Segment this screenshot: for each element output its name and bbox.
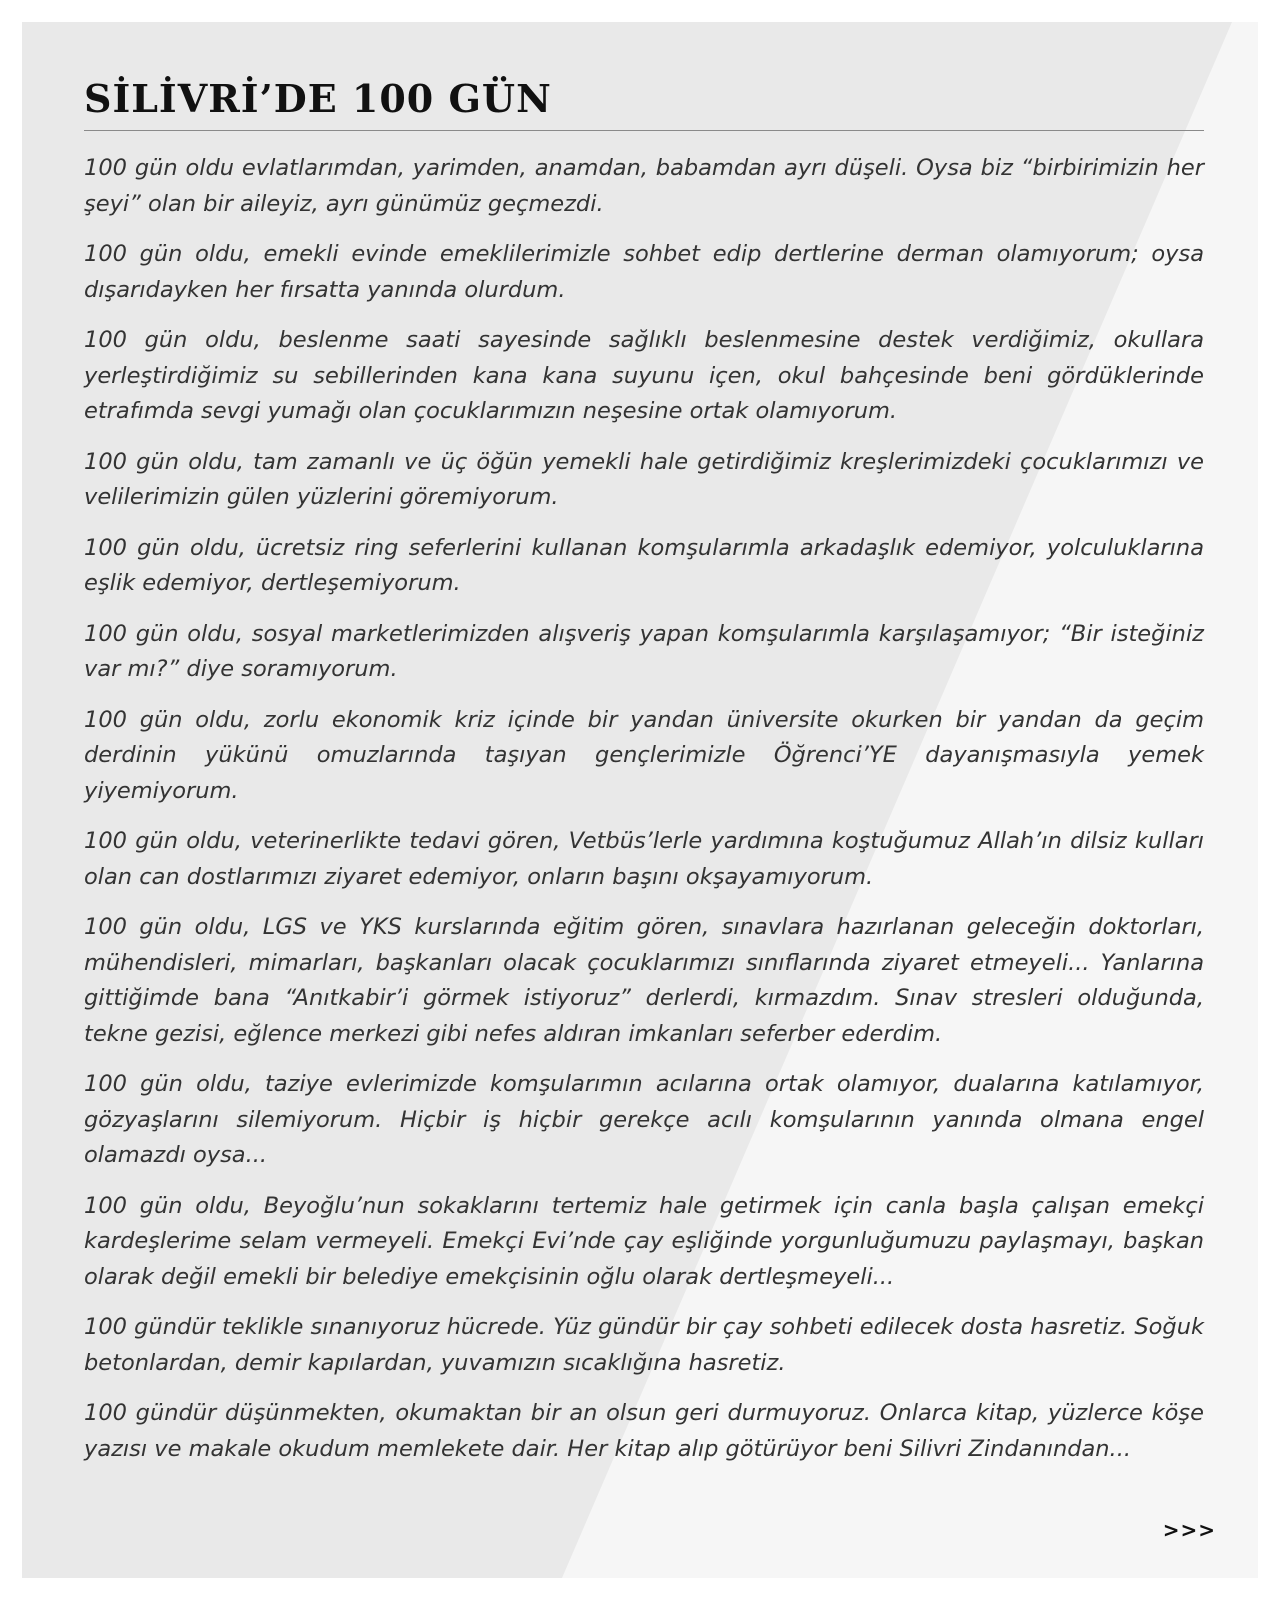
paragraph: 100 gün oldu, sosyal marketlerimizden alışveriş yapan komşularımla karşılaşamıyor; “Bir isteğiniz var mı?” diye soramıyorum. bbox=[84, 620, 1204, 682]
paragraph: 100 gün oldu, ücretsiz ring seferlerini kullanan komşularımla arkadaşlık edemiyor, yolculuklarına eşlik edemiyor, dertleşemiyorum. bbox=[84, 534, 1204, 596]
paragraph: 100 gündür düşünmekten, okumaktan bir an olsun geri durmuyoruz. Onlarca kitap, yüzlerce köşe yazısı ve makale okudum memlekete dair. Her kitap alıp götürüyor beni Silivri Zindanından... bbox=[84, 1400, 1204, 1462]
paragraph: 100 gün oldu, tam zamanlı ve üç öğün yemekli hale getirdiğimiz kreşlerimizdeki çocuklarımızı ve velilerimizin gülen yüzlerini göremiyorum. bbox=[84, 448, 1204, 510]
paragraph: 100 gündür teklikle sınanıyoruz hücrede. Yüz gündür bir çay sohbeti edilecek dosta hasretiz. Soğuk betonlardan, demir kapılardan, yuvamızın sıcaklığına hasretiz. bbox=[84, 1314, 1204, 1376]
letter-content bbox=[84, 74, 1204, 1482]
paragraph: 100 gün oldu, LGS ve YKS kurslarında eğitim gören, sınavlara hazırlanan geleceğin doktorları, mühendisleri, mimarları, başkanları olacak çocuklarımızı sınıflarında ziyaret etmeyeli... Yanlarına gittiğimde bana “Anıtkabir’i görmek istiyoruz” derlerdi, kırmazdım. Sınav stresleri olduğunda, tekne gezisi, eğlence merkezi gibi nefes aldıran imkanları seferber ederdim. bbox=[84, 914, 1204, 1047]
page-title: SİLİVRİ’DE 100 GÜN bbox=[84, 76, 552, 121]
title-divider bbox=[84, 130, 1204, 131]
paragraph: 100 gün oldu, beslenme saati sayesinde sağlıklı beslenmesine destek verdiğimiz, okullara yerleştirdiğimiz su sebillerinden kana kana suyunu içen, okul bahçesinde beni gördüklerinde etrafımda sevgi yumağı olan çocuklarımızın neşesine ortak olamıyorum. bbox=[84, 327, 1204, 424]
letter-card bbox=[22, 22, 1258, 1578]
continue-marker: >>> bbox=[1162, 1518, 1216, 1542]
paragraph: 100 gün oldu, emekli evinde emeklilerimizle sohbet edip dertlerine derman olamıyorum; oysa dışarıdayken her fırsatta yanında olurdum. bbox=[84, 241, 1204, 303]
paragraph: 100 gün oldu, Beyoğlu’nun sokaklarını tertemiz hale getirmek için canla başla çalışan emekçi kardeşlerime selam vermeyeli. Emekçi Evi’nde çay eşliğinde yorgunluğumuzu paylaşmayı, başkan olarak değil emekli bir belediye emekçisinin oğlu olarak dertleşmeyeli... bbox=[84, 1192, 1204, 1290]
paragraph: 100 gün oldu, zorlu ekonomik kriz içinde bir yandan üniversite okurken bir yandan da geçim derdinin yükünü omuzlarında taşıyan gençlerimizle Öğrenci’YE dayanışmasıyla yemek yiyemiyorum. bbox=[84, 706, 1204, 804]
paragraph: 100 gün oldu, veterinerlikte tedavi gören, Vetbüs’lerle yardımına koştuğumuz Allah’ın dilsiz kulları olan can dostlarımızı ziyaret edemiyor, onların başını okşayamıyorum. bbox=[84, 828, 1204, 890]
paragraph: 100 gün oldu, taziye evlerimizde komşularımın acılarına ortak olamıyor, dualarına katılamıyor, gözyaşlarını silemiyorum. Hiçbir iş hiçbir gerekçe acılı komşularının yanında olmana engel olamazdı oysa... bbox=[84, 1071, 1204, 1168]
paragraph: 100 gün oldu evlatlarımdan, yarimden, anamdan, babamdan ayrı düşeli. Oysa biz “birbirimizin her şeyi” olan bir aileyiz, ayrı günümüz geçmezdi. bbox=[84, 155, 1204, 217]
